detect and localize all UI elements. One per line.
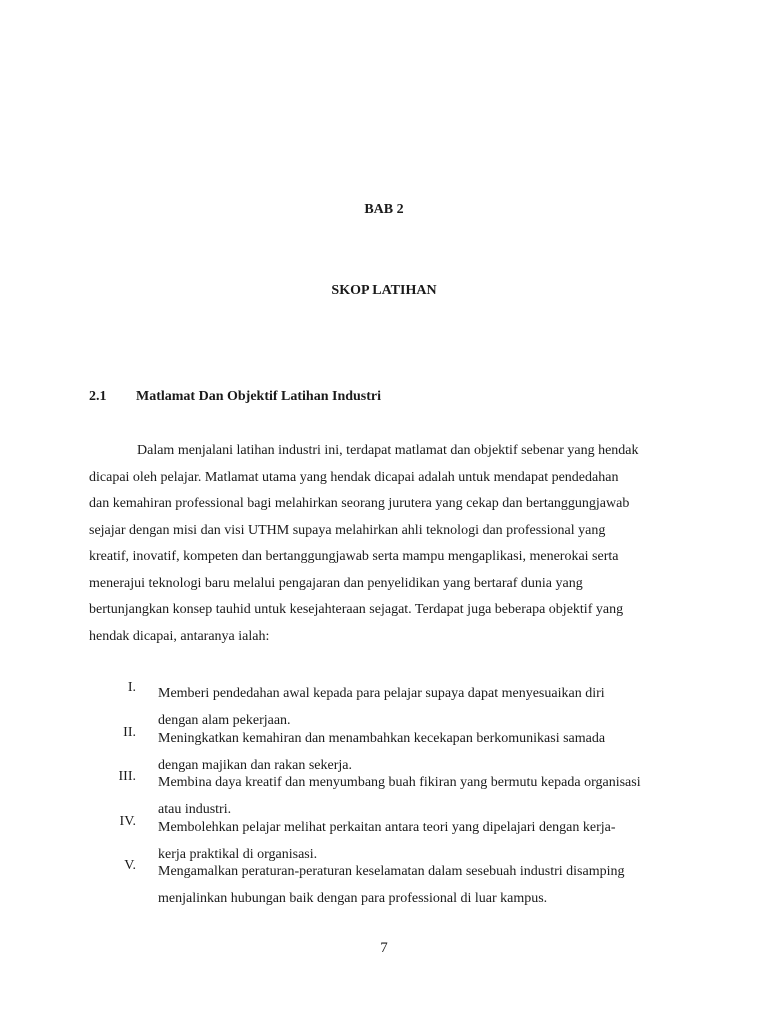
paragraph-line: bertunjangkan konsep tauhid untuk kesejahteraan sejagat. Terdapat juga beberapa objektif yang: [89, 602, 624, 617]
chapter-label: BAB 2: [364, 202, 404, 217]
objective-line: Membina daya kreatif dan menyumbang buah fikiran yang bermutu kepada organisasi: [158, 775, 641, 790]
body-paragraph: [89, 438, 689, 650]
objective-numeral: V.: [124, 858, 136, 873]
objective-line: atau industri.: [158, 802, 232, 817]
section-heading: [89, 389, 381, 405]
objective-line: Membolehkan pelajar melihat perkaitan antara teori yang dipelajari dengan kerja-: [158, 820, 616, 835]
objective-line: dengan majikan dan rakan sekerja.: [158, 758, 352, 773]
paragraph-line: dicapai oleh pelajar. Matlamat utama yang hendak dicapai adalah untuk mendapat pendedahan: [89, 469, 619, 485]
objective-numeral: II.: [123, 725, 136, 740]
paragraph-line: hendak dicapai, antaranya ialah:: [89, 628, 270, 644]
paragraph-line: kreatif, inovatif, kompeten dan bertanggungjawab serta mampu mengaplikasi, menerokai serta: [89, 549, 619, 564]
paragraph-line: Dalam menjalani latihan industri ini, terdapat matlamat dan objektif sebenar yang hendak: [137, 443, 639, 458]
objective-numeral: IV.: [119, 814, 136, 829]
chapter-title: SKOP LATIHAN: [331, 283, 437, 298]
objective-numeral: III.: [118, 769, 136, 784]
page-number: 7: [380, 940, 388, 956]
section-heading-text: Matlamat Dan Objektif Latihan Industri: [136, 389, 382, 404]
objective-text: [158, 858, 678, 912]
paragraph-line: menerajui teknologi baru melalui pengajaran dan penyelidikan yang bertaraf dunia yang: [89, 575, 583, 591]
objective-line: Memberi pendedahan awal kepada para pelajar supaya dapat menyesuaikan diri: [158, 686, 605, 701]
objective-line: dengan alam pekerjaan.: [158, 713, 291, 728]
objective-line: Mengamalkan peraturan-peraturan keselamatan dalam sesebuah industri disamping: [158, 864, 625, 879]
paragraph-line: sejajar dengan misi dan visi UTHM supaya melahirkan ahli teknologi dan professional yang: [89, 522, 606, 538]
section-number: 2.1: [89, 389, 107, 404]
objective-line: Meningkatkan kemahiran dan menambahkan kecekapan berkomunikasi samada: [158, 731, 606, 746]
objective-line: menjalinkan hubungan baik dengan para professional di luar kampus.: [158, 891, 548, 906]
objective-line: kerja praktikal di organisasi.: [158, 847, 318, 862]
paragraph-line: dan kemahiran professional bagi melahirkan seorang jurutera yang cekap dan bertanggungjawab: [89, 496, 630, 511]
objective-numeral: I.: [127, 680, 136, 695]
